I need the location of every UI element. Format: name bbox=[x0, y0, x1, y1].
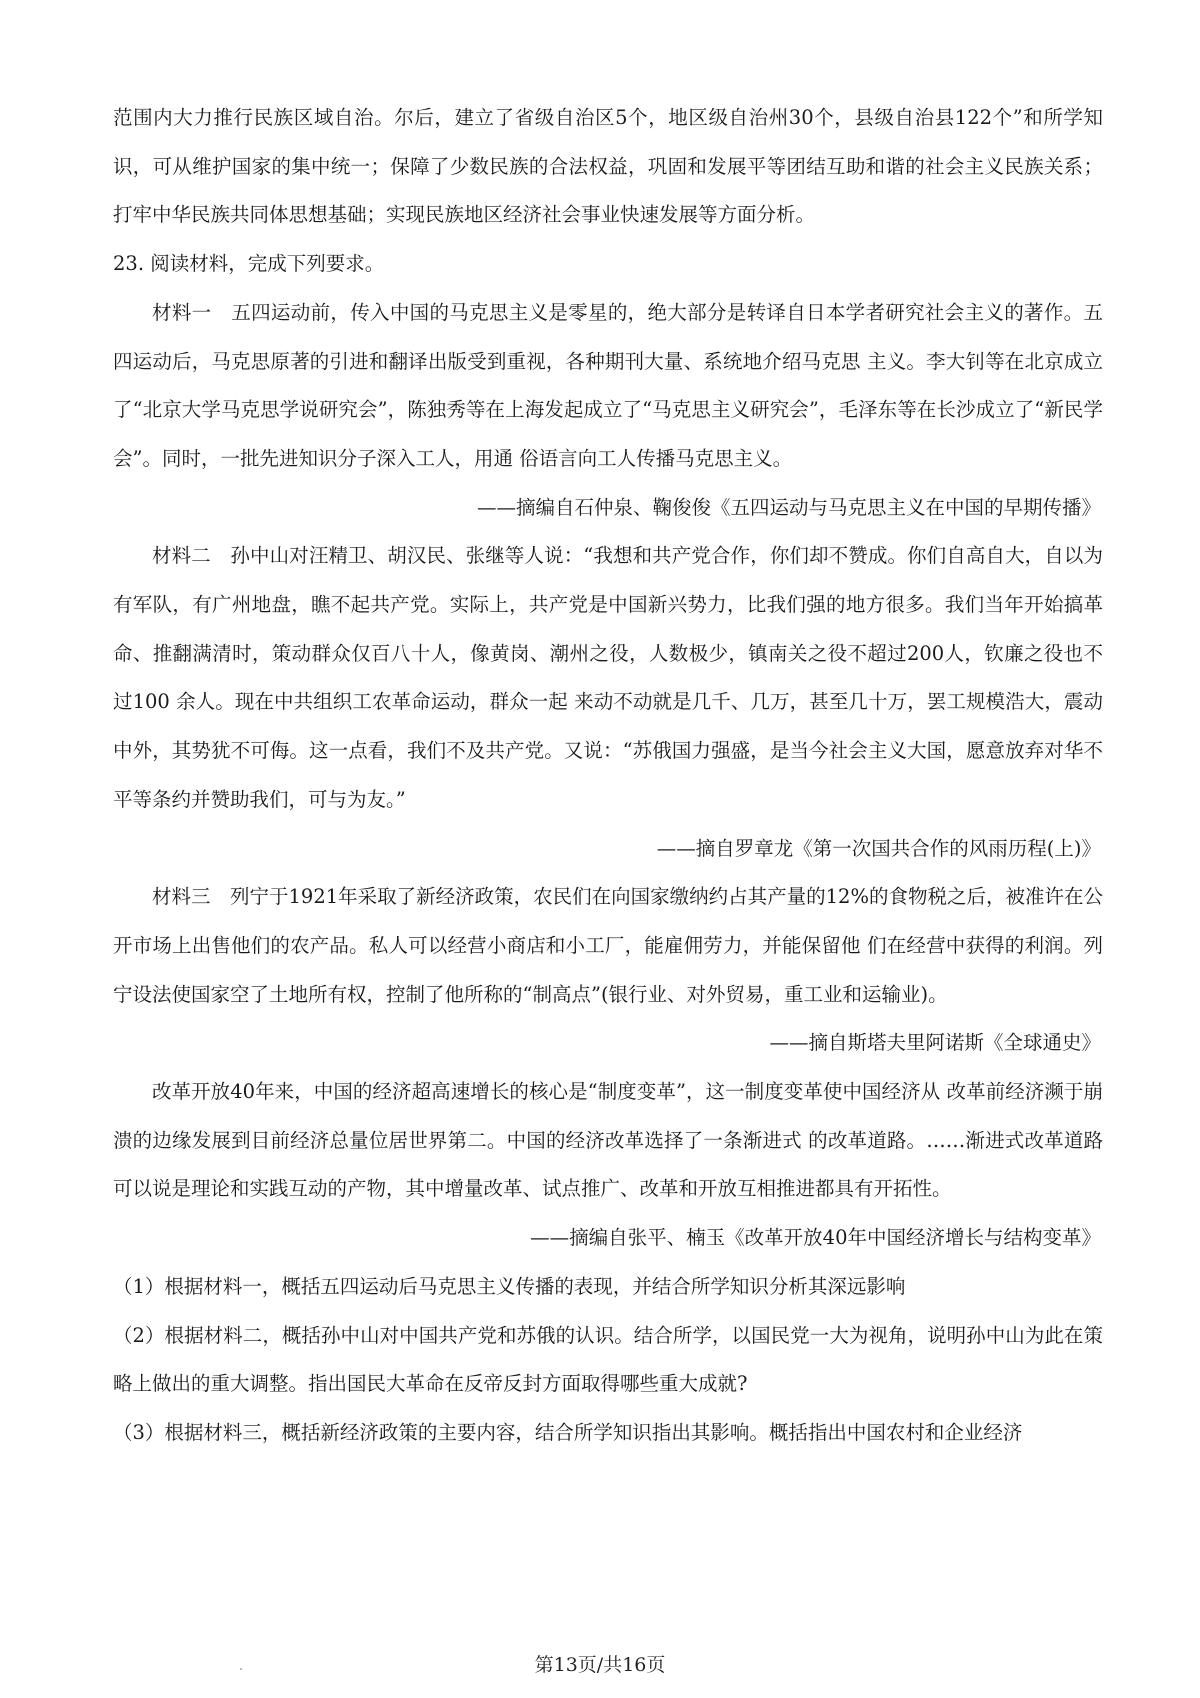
page-footer: 第13页/共16页 bbox=[534, 1654, 666, 1676]
question-23-title: 23. 阅读材料，完成下列要求。 bbox=[113, 252, 385, 276]
material-one-source: ——摘编自石仲泉、鞠俊俊《五四运动与马克思主义在中国的早期传播》 bbox=[476, 495, 1101, 519]
reform-paragraph: 改革开放40年来，中国的经济超高速增长的核心是“制度变革”，这一制度变革使中国经济从 改革前经济濒于崩溃的边缘发展到目前经济总量位居世界第二。中国的经济改革选择了一条渐进式 的改革道路。……渐进式改革道路可以说是理论和实践互动的产物，其中增量改革、试点推广、改革和开放互相推进都具有开拓性。 bbox=[113, 1080, 1103, 1201]
material-two-paragraph: 材料二 孙中山对汪精卫、胡汉民、张继等人说：“我想和共产党合作，你们却不赞成。你们自高自大，自以为有军队，有广州地盘，瞧不起共产党。实际上，共产党是中国新兴势力，比我们强的地方很多。我们当年开始搞革命、推翻满清时，策动群众仅百八十人，像黄岗、潮州之役，人数极少，镇南关之役不超过200人，钦廉之役也不过100 余人。现在中共组织工农革命运动，群众一起 来动不动就是几千、几万，甚至几十万，罢工规模浩大，震动中外，其势犹不可侮。这一点看，我们不及共产党。又说：“苏俄国力强盛，是当今社会主义大国，愿意放弃对华不平等条约并赞助我们，可与为友。” bbox=[113, 544, 1103, 811]
sub-question-1: （1）根据材料一，概括五四运动后马克思主义传播的表现，并结合所学知识分析其深远影响 bbox=[113, 1274, 906, 1298]
material-two-source: ——摘自罗章龙《第一次国共合作的风雨历程(上)》 bbox=[656, 836, 1101, 860]
intro-paragraph: 范围内大力推行民族区域自治。尔后，建立了省级自治区5个，地区级自治州30个，县级自治县122个”和所学知识，可从维护国家的集中统一；保障了少数民族的合法权益，巩固和发展平等团结互助和谐的社会主义民族关系；打牢中华民族共同体思想基础；实现民族地区经济社会事业快速发展等方面分析。 bbox=[113, 106, 1103, 227]
material-one-paragraph: 材料一 五四运动前，传入中国的马克思主义是零星的，绝大部分是转译自日本学者研究社会主义的著作。五四运动后，马克思原著的引进和翻译出版受到重视，各种期刊大量、系统地介绍马克思 主义。李大钊等在北京成立了“北京大学马克思学说研究会”，陈独秀等在上海发起成立了“马克思主义研究会”，毛泽东等在长沙成立了“新民学会”。同时，一批先进知识分子深入工人，用通 俗语言向工人传播马克思主义。 bbox=[113, 300, 1103, 470]
reform-source: ——摘编自张平、楠玉《改革开放40年中国经济增长与结构变革》 bbox=[530, 1226, 1101, 1250]
sub-question-3: （3）根据材料三，概括新经济政策的主要内容，结合所学知识指出其影响。概括指出中国农村和企业经济 bbox=[113, 1420, 1023, 1444]
sub-question-2: （2）根据材料二，概括孙中山对中国共产党和苏俄的认识。结合所学，以国民党一大为视角，说明孙中山为此在策略上做出的重大调整。指出国民大革命在反帝反封方面取得哪些重大成就? bbox=[113, 1323, 1103, 1396]
material-three-paragraph: 材料三 列宁于1921年采取了新经济政策，农民们在向国家缴纳约占其产量的12%的食物税之后，被准许在公开市场上出售他们的农产品。私人可以经营小商店和小工厂，能雇佣劳力，并能保留他 们在经营中获得的利润。列宁设法使国家空了土地所有权，控制了他所称的“制高点”(银行业、对外贸易，重工业和运输业)。 bbox=[113, 885, 1103, 1006]
document-body bbox=[113, 94, 1103, 1458]
material-three-source: ——摘自斯塔夫里阿诺斯《全球通史》 bbox=[769, 1031, 1101, 1055]
